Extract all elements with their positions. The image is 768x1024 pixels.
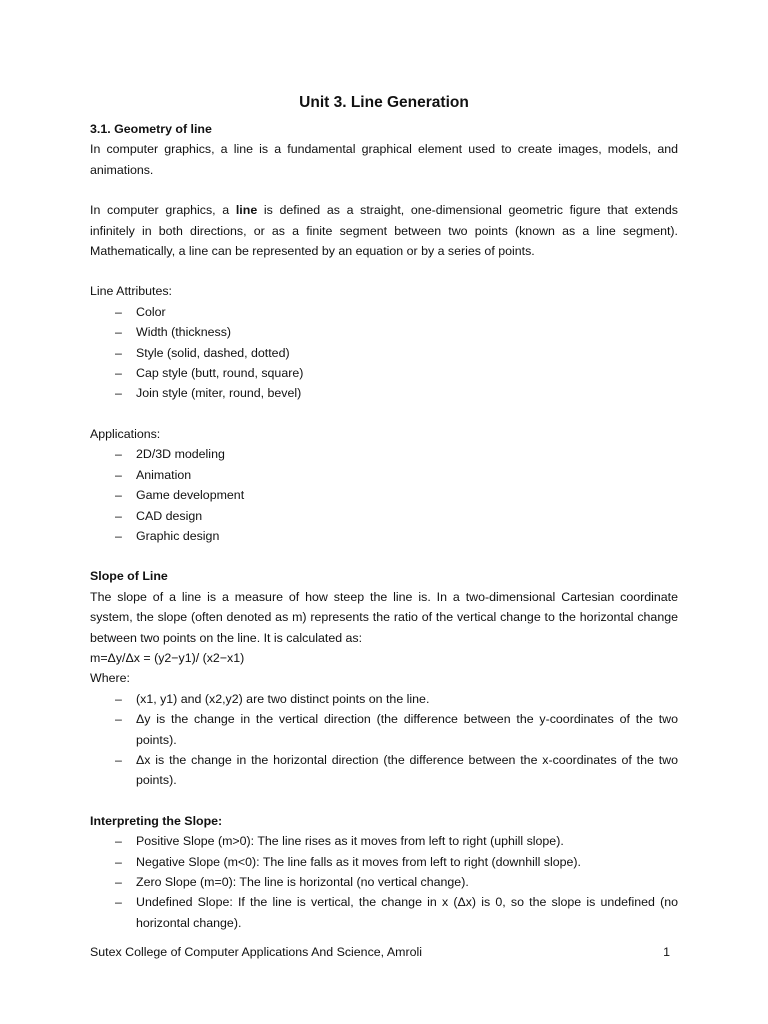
list-item: – Graphic design: [90, 526, 678, 546]
list-item: – Δy is the change in the vertical direction (the difference between the y-coordinates of the two points).: [90, 709, 678, 750]
applications-label: Applications:: [90, 426, 161, 441]
slope-terms-list: [90, 689, 678, 791]
section-heading-slope: Slope of Line: [90, 569, 168, 584]
definition-text-start: In computer graphics, a: [90, 203, 236, 218]
list-item: – Animation: [90, 465, 678, 485]
list-item: – Game development: [90, 485, 678, 505]
attributes-list: [90, 302, 678, 404]
definition-paragraph: [90, 200, 678, 261]
definition-text-end: is defined as a straight, one-dimensional geometric figure that extends infinitely in both directions, or as a finite segment between two points (known as a line segment). Mathematically, a line can be represented by an equation or by a series of points.: [90, 203, 679, 259]
list-item: – Style (solid, dashed, dotted): [90, 343, 678, 363]
intro-paragraph: In computer graphics, a line is a fundamental graphical element used to create images, models, and animations.: [90, 142, 678, 177]
interpreting-list: [90, 831, 678, 933]
list-item: – CAD design: [90, 506, 678, 526]
list-item: – Positive Slope (m>0): The line rises as it moves from left to right (uphill slope).: [90, 831, 678, 851]
section-heading-geometry: 3.1. Geometry of line: [90, 122, 212, 136]
slope-paragraph: The slope of a line is a measure of how steep the line is. In a two-dimensional Cartesian coordinate system, the slope (often denoted as m) represents the ratio of the vertical change to the horizontal change between two points on the line. It is calculated as:: [90, 589, 678, 645]
list-item: – 2D/3D modeling: [90, 444, 678, 464]
list-item: – Color: [90, 302, 678, 322]
definition-bold-term: line: [235, 203, 258, 218]
page-number: 1: [663, 945, 670, 959]
list-item: – Join style (miter, round, bevel): [90, 383, 678, 403]
page-content: [90, 92, 678, 933]
applications-list: [90, 444, 678, 546]
list-item: – Undefined Slope: If the line is vertical, the change in x (Δx) is 0, so the slope is undefined (no horizontal change).: [90, 892, 678, 933]
list-item: – Δx is the change in the horizontal direction (the difference between the x-coordinates of the two points).: [90, 750, 678, 791]
footer-college-name: Sutex College of Computer Applications And Science, Amroli: [90, 945, 422, 959]
page-title: Unit 3. Line Generation: [299, 94, 469, 111]
where-label: Where:: [90, 671, 130, 686]
slope-formula: m=Δy/Δx = (y2−y1)/ (x2−x1): [90, 650, 245, 665]
attributes-label: Line Attributes:: [90, 284, 172, 299]
list-item: – (x1, y1) and (x2,y2) are two distinct points on the line.: [90, 689, 678, 709]
list-item: – Cap style (butt, round, square): [90, 363, 678, 383]
section-heading-interpreting: Interpreting the Slope:: [90, 813, 223, 828]
list-item: – Width (thickness): [90, 322, 678, 342]
list-item: – Negative Slope (m<0): The line falls as it moves from left to right (downhill slope).: [90, 852, 678, 872]
list-item: – Zero Slope (m=0): The line is horizontal (no vertical change).: [90, 872, 678, 892]
